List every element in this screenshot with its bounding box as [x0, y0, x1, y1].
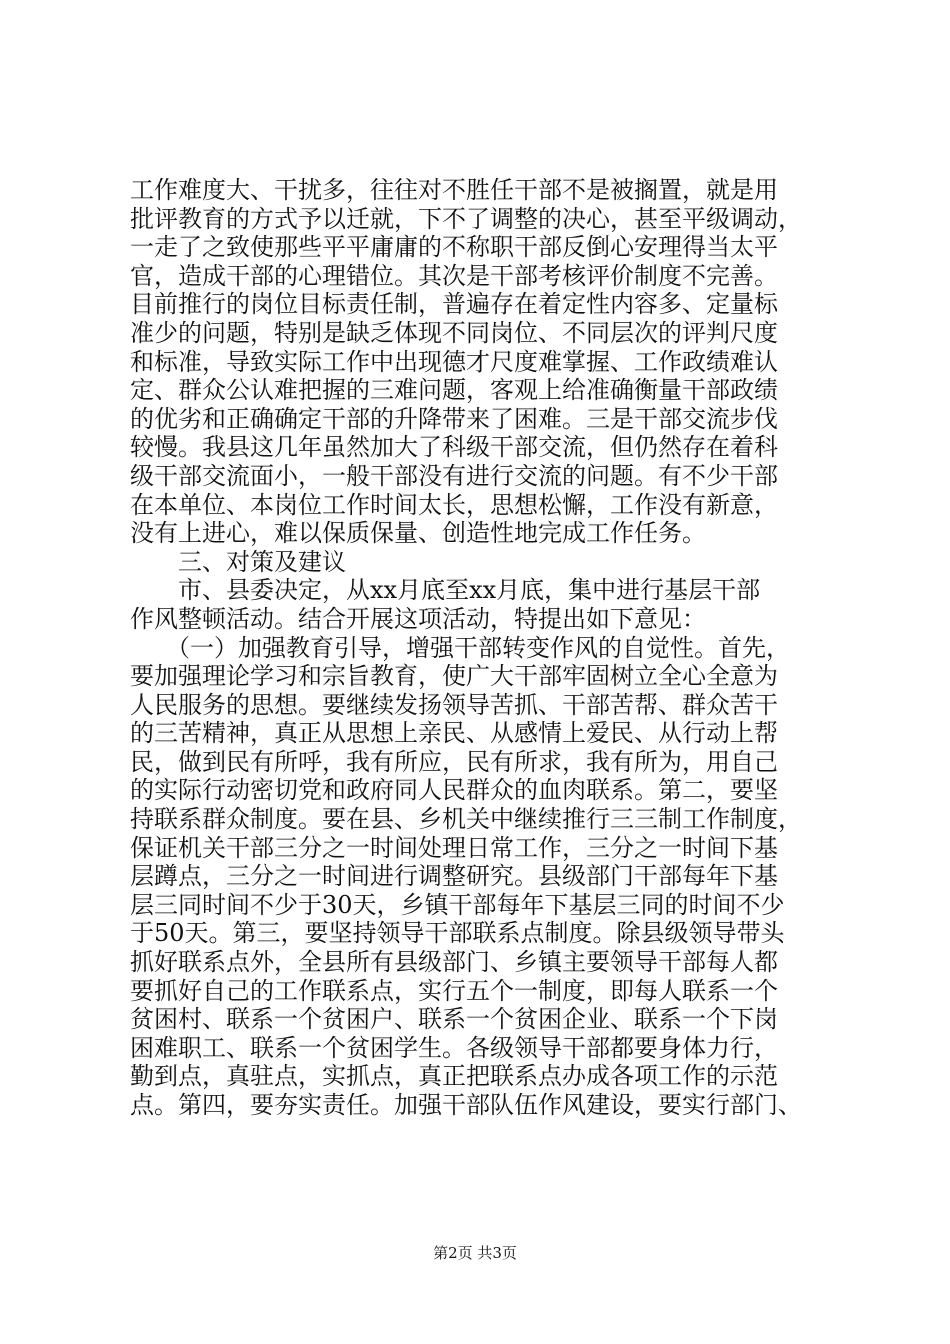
text-line: 于50天。第三，要坚持领导干部联系点制度。除县级领导带头 — [130, 919, 785, 948]
text-line: 层三同时间不少于30天，乡镇干部每年下基层三同的时间不少 — [130, 890, 785, 919]
text-line: 贫困村、联系一个贫困户、联系一个贫困企业、联系一个下岗 — [130, 1005, 778, 1034]
text-line: 的优劣和正确确定干部的升降带来了困难。三是干部交流步伐 — [130, 404, 778, 433]
text-line: 批评教育的方式予以迁就，下不了调整的决心，甚至平级调动， — [130, 204, 802, 233]
text-line: 持联系群众制度。要在县、乡机关中继续推行三三制工作制度， — [130, 805, 802, 834]
text-line: 官，造成干部的心理错位。其次是干部考核评价制度不完善。 — [130, 261, 778, 290]
text-line: 准少的问题，特别是缺乏体现不同岗位、不同层次的评判尺度 — [130, 318, 778, 347]
page-footer: 第2页 共3页 — [433, 1244, 517, 1262]
text-line: 的实际行动密切党和政府同人民群众的血肉联系。第二，要坚 — [130, 776, 778, 805]
text-line: 困难职工、联系一个贫困学生。各级领导干部都要身体力行， — [130, 1033, 778, 1062]
text-line: 市、县委决定，从xx月底至xx月底，集中进行基层干部 — [130, 576, 761, 605]
text-line: 目前推行的岗位目标责任制，普遍存在着定性内容多、定量标 — [130, 290, 778, 319]
text-line: 作风整顿活动。结合开展这项活动，特提出如下意见： — [130, 604, 706, 633]
text-line: 在本单位、本岗位工作时间太长，思想松懈，工作没有新意， — [130, 490, 778, 519]
text-line: 较慢。我县这几年虽然加大了科级干部交流，但仍然存在着科 — [130, 433, 778, 462]
text-line: 级干部交流面小，一般干部没有进行交流的问题。有不少干部 — [130, 461, 778, 490]
text-line: 和标准，导致实际工作中出现德才尺度难掌握、工作政绩难认 — [130, 347, 778, 376]
section-heading: 三、对策及建议 — [130, 547, 346, 576]
text-line: 抓好联系点外，全县所有县级部门、乡镇主要领导干部每人都 — [130, 948, 778, 977]
text-line: 点。第四，要夯实责任。加强干部队伍作风建设，要实行部门、 — [130, 1091, 802, 1119]
text-line: 要加强理论学习和宗旨教育，使广大干部牢固树立全心全意为 — [130, 662, 778, 691]
text-line: 工作难度大、干扰多，往往对不胜任干部不是被搁置，就是用 — [130, 176, 778, 204]
text-line: 要抓好自己的工作联系点，实行五个一制度，即每人联系一个 — [130, 976, 778, 1005]
text-line: 定、群众公认难把握的三难问题，客观上给准确衡量干部政绩 — [130, 376, 778, 405]
body-text — [130, 176, 830, 1120]
text-line: 勤到点，真驻点，实抓点，真正把联系点办成各项工作的示范 — [130, 1062, 778, 1091]
text-line: 人民服务的思想。要继续发扬领导苦抓、干部苦帮、群众苦干 — [130, 690, 778, 719]
text-line: 民，做到民有所呼，我有所应，民有所求，我有所为，用自己 — [130, 747, 778, 776]
text-line: 的三苦精神，真正从思想上亲民、从感情上爱民、从行动上帮 — [130, 719, 778, 748]
text-line: 一走了之致使那些平平庸庸的不称职干部反倒心安理得当太平 — [130, 233, 778, 262]
text-line: 层蹲点，三分之一时间进行调整研究。县级部门干部每年下基 — [130, 862, 778, 891]
text-line: （一）加强教育引导，增强干部转变作风的自觉性。首先， — [130, 633, 790, 662]
text-line: 没有上进心，难以保质保量、创造性地完成工作任务。 — [130, 519, 706, 548]
text-line: 保证机关干部三分之一时间处理日常工作，三分之一时间下基 — [130, 833, 778, 862]
